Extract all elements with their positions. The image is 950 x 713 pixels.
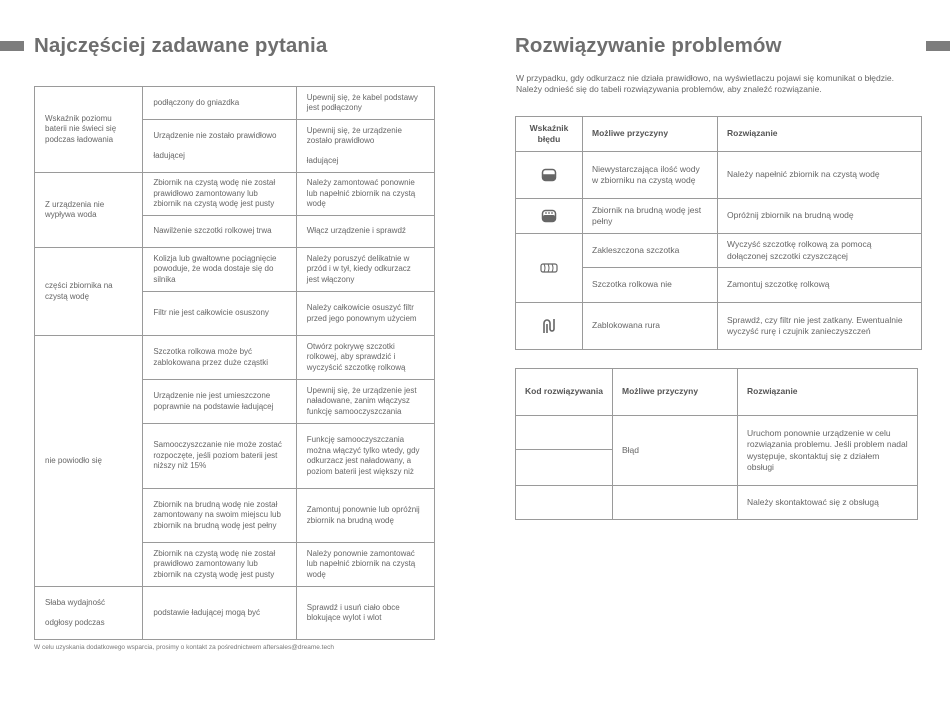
error-solution: Zamontuj szczotkę rolkową <box>718 268 922 303</box>
page-title-troubleshooting: Rozwiązywanie problemów <box>515 34 782 57</box>
faq-solution: Włącz urządzenie i sprawdź <box>296 216 434 248</box>
faq-cause: Zbiornik na brudną wodę nie został zamontowany na swoim miejscu lub zbiornik na brudną wodę jest pełny <box>143 489 296 543</box>
header-code: Kod rozwiązywania <box>516 369 613 416</box>
faq-solution: Funkcję samooczyszczania można włączyć tylko wtedy, gdy odkurzacz jest naładowany, a poziom baterii jest większy niż <box>296 424 434 489</box>
faq-issue: Wskaźnik poziomu baterii nie świeci się podczas ładowania <box>35 87 143 173</box>
faq-issue <box>35 587 143 640</box>
error-cause: Zablokowana rura <box>583 303 718 350</box>
faq-issue: Z urządzenia nie wypływa woda <box>35 173 143 248</box>
error-solution: Należy napełnić zbiornik na czystą wodę <box>718 152 922 199</box>
error-solution: Należy skontaktować się z obsługą <box>738 486 918 520</box>
error-solution: Sprawdź, czy filtr nie jest zatkany. Ewentualnie wyczyść rurę i czujnik zanieczyszczeń <box>718 303 922 350</box>
faq-solution: Sprawdź i usuń ciało obce blokujące wylot i wlot <box>296 587 434 640</box>
faq-solution: Należy ponownie zamontować lub napełnić zbiornik na czystą wodę <box>296 543 434 587</box>
header-solution: Rozwiązanie <box>718 117 922 152</box>
error-indicator-table <box>515 116 922 350</box>
faq-solution: Zamontuj ponownie lub opróżnij zbiornik na brudną wodę <box>296 489 434 543</box>
faq-issue-line: odgłosy podczas <box>45 617 105 627</box>
faq-cause: Nawilżenie szczotki rolkowej trwa <box>143 216 296 248</box>
error-cause: Niewystarczająca ilość wody w zbiorniku na czystą wodę <box>583 152 718 199</box>
faq-solution: Należy zamontować ponownie lub napełnić zbiornik na czystą wodę <box>296 173 434 216</box>
blocked-pipe-icon <box>516 303 583 350</box>
faq-issue-line: Słaba wydajność <box>45 598 106 607</box>
support-footnote: W celu uzyskania dodatkowego wsparcia, prosimy o kontakt za pośrednictwem aftersales@dreame.tech <box>34 644 334 651</box>
faq-cause-line: Urządzenie nie zostało prawidłowo <box>153 131 277 140</box>
decor-bar-right <box>926 41 950 51</box>
decor-bar-left <box>0 41 24 51</box>
header-indicator: Wskaźnik błędu <box>516 117 583 152</box>
faq-solution <box>296 120 434 173</box>
faq-solution-line: Upewnij się, że urządzenie zostało prawidłowo <box>306 125 402 146</box>
faq-cause: podstawie ładującej mogą być <box>143 587 296 640</box>
error-code-cell <box>516 450 613 486</box>
error-code-table <box>515 368 918 520</box>
roller-brush-icon <box>516 234 583 303</box>
faq-solution-line: ładującej <box>306 155 339 165</box>
error-code-cell <box>516 486 613 520</box>
faq-cause: Szczotka rolkowa może być zablokowana przez duże cząstki <box>143 336 296 380</box>
error-cause: Błąd <box>613 416 738 486</box>
clean-water-tank-icon <box>516 152 583 199</box>
faq-cause: Filtr nie jest całkowicie osuszony <box>143 292 296 336</box>
faq-solution: Otwórz pokrywę szczotki rolkowej, aby sprawdzić i wyczyścić szczotkę rolkową <box>296 336 434 380</box>
faq-solution: Należy całkowicie osuszyć filtr przed jego ponownym użyciem <box>296 292 434 336</box>
error-solution: Opróżnij zbiornik na brudną wodę <box>718 199 922 234</box>
error-cause: Zbiornik na brudną wodę jest pełny <box>583 199 718 234</box>
faq-cause: Kolizja lub gwałtowne pociągnięcie powoduje, że woda dostaje się do silnika <box>143 248 296 292</box>
troubleshooting-intro: W przypadku, gdy odkurzacz nie działa prawidłowo, na wyświetlaczu pojawi się komunikat o błędzie. Należy odnieść się do tabeli rozwiązywania problemów, aby znaleźć rozwiązanie. <box>516 73 894 94</box>
faq-solution: Upewnij się, że kabel podstawy jest podłączony <box>296 87 434 120</box>
faq-cause: Urządzenie nie jest umieszczone poprawnie na podstawie ładującej <box>143 380 296 424</box>
header-causes: Możliwe przyczyny <box>613 369 738 416</box>
faq-cause: Zbiornik na czystą wodę nie został prawidłowo zamontowany lub zbiornik na czystą wodę jest pusty <box>143 543 296 587</box>
faq-solution: Upewnij się, że urządzenie jest naładowane, zanim włączysz funkcję samooczyszczania <box>296 380 434 424</box>
faq-issue: nie powiodło się <box>35 336 143 587</box>
faq-cause: podłączony do gniazdka <box>143 87 296 120</box>
faq-cause-line: ładującej <box>153 150 185 160</box>
faq-cause <box>143 120 296 173</box>
error-solution: Wyczyść szczotkę rolkową za pomocą dołączonej szczotki czyszczącej <box>718 234 922 268</box>
faq-solution: Należy poruszyć delikatnie w przód i w tył, kiedy odkurzacz jest włączony <box>296 248 434 292</box>
error-cause: Szczotka rolkowa nie <box>583 268 718 303</box>
faq-issue: części zbiornika na czystą wodę <box>35 248 143 336</box>
header-solution: Rozwiązanie <box>738 369 918 416</box>
faq-table <box>34 86 435 640</box>
faq-cause: Samooczyszczanie nie może zostać rozpoczęte, jeśli poziom baterii jest niższy niż 15% <box>143 424 296 489</box>
error-solution: Uruchom ponownie urządzenie w celu rozwiązania problemu. Jeśli problem nadal występuje, skontaktuj się z działem obsługi <box>738 416 918 486</box>
header-causes: Możliwe przyczyny <box>583 117 718 152</box>
faq-cause: Zbiornik na czystą wodę nie został prawidłowo zamontowany lub zbiornik na czystą wodę jest pusty <box>143 173 296 216</box>
page-title-faq: Najczęściej zadawane pytania <box>34 34 328 57</box>
error-cause: Zakleszczona szczotka <box>583 234 718 268</box>
dirty-water-tank-icon <box>516 199 583 234</box>
error-code-cell <box>516 416 613 450</box>
error-cause-empty <box>613 486 738 520</box>
